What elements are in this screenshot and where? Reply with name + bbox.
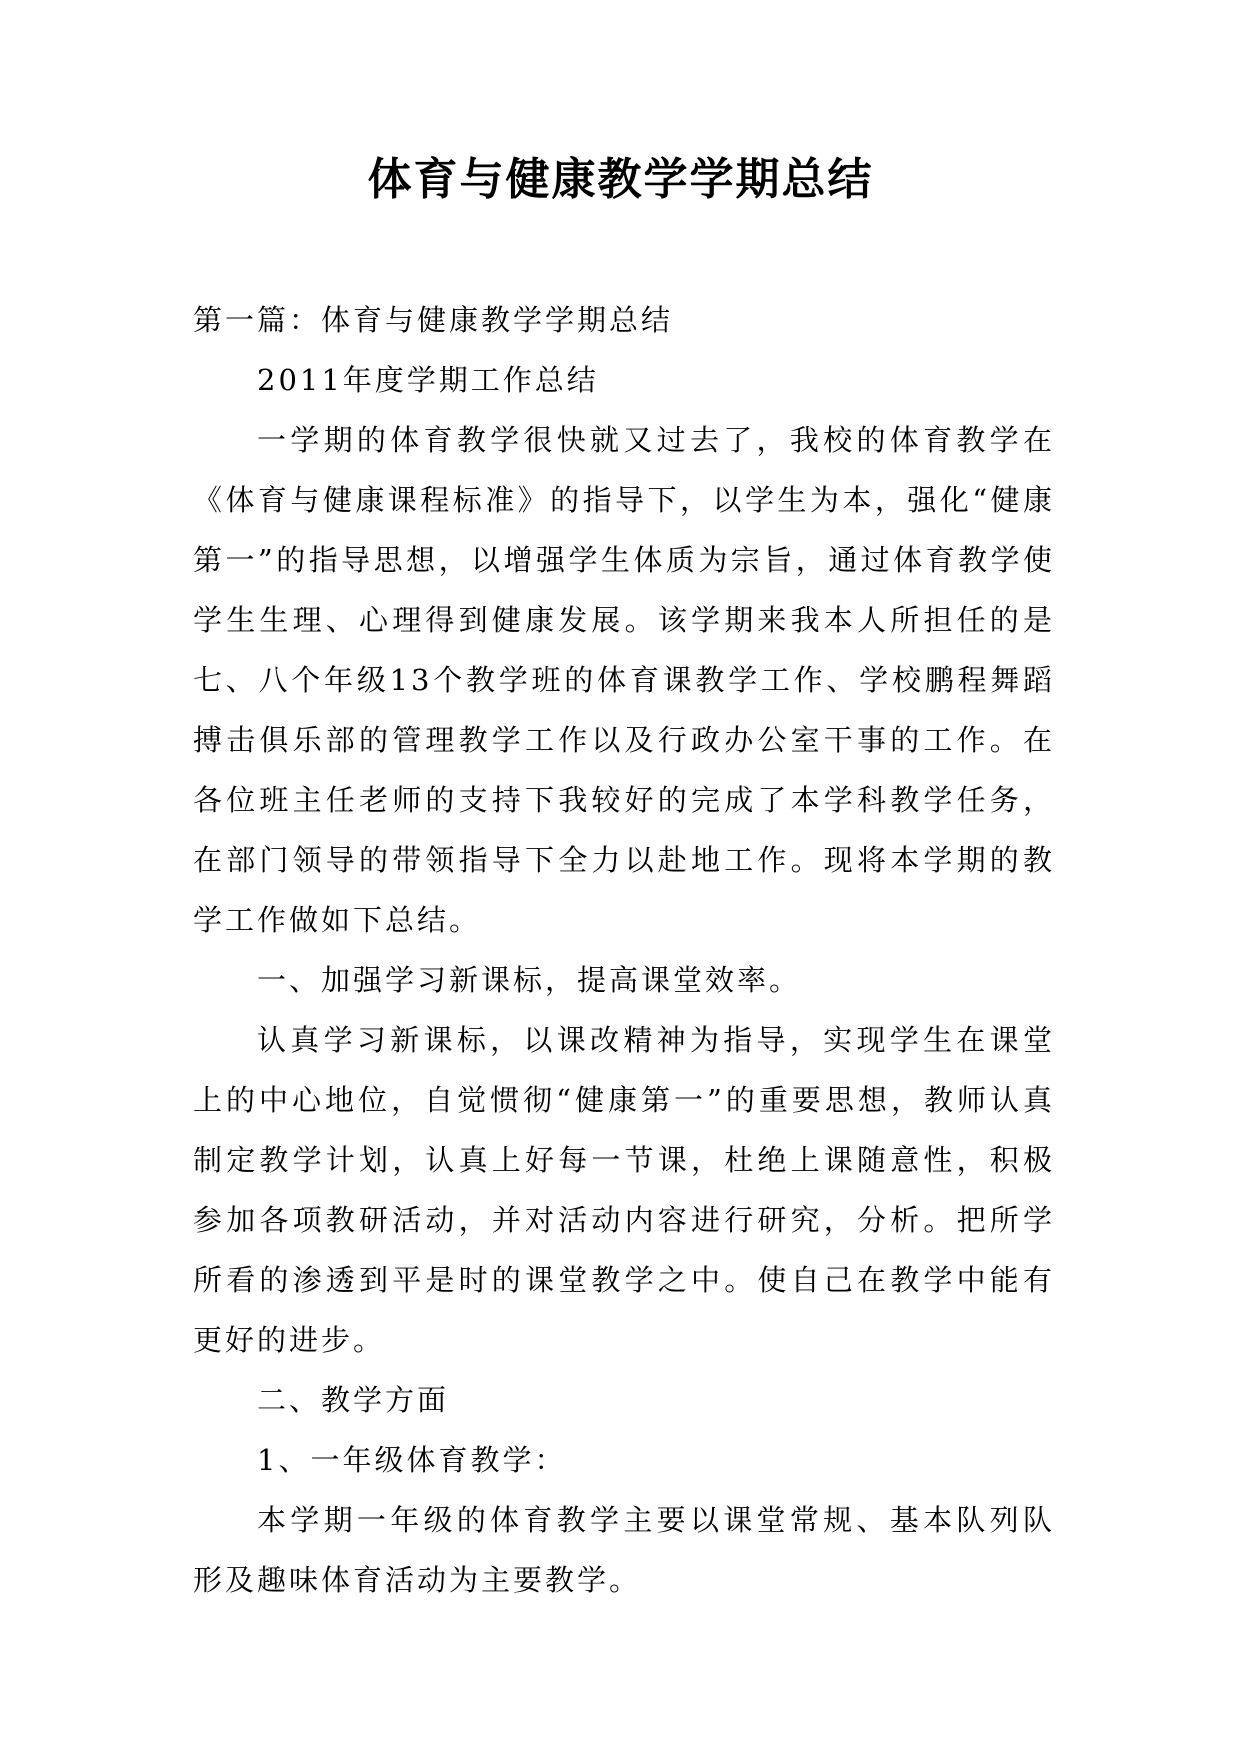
section-heading: 第一篇：体育与健康教学学期总结 xyxy=(193,303,674,337)
paragraph-grade-one-body: 本学期一年级的体育教学主要以课堂常规、基本队列队形及趣味体育活动为主要教学。 xyxy=(193,1503,1055,1597)
paragraph-section-one-heading: 一、加强学习新课标，提高课堂效率。 xyxy=(257,963,802,997)
paragraph-intro: 一学期的体育教学很快就又过去了，我校的体育教学在《体育与健康课程标准》的指导下，以学生为本，强化“健康第一”的指导思想，以增强学生体质为宗旨，通过体育教学使学生生理、心理得到健康发展。该学期来我本人所担任的是七、八个年级13个教学班的体育课教学工作、学校鹏程舞蹈搏击俱乐部的管理教学工作以及行政办公室干事的工作。在各位班主任老师的支持下我较好的完成了本学科教学任务，在部门领导的带领指导下全力以赴地工作。现将本学期的教学工作做如下总结。 xyxy=(193,423,1055,937)
section-subheading: 2011年度学期工作总结 xyxy=(257,363,599,397)
paragraph-section-one-body: 认真学习新课标，以课改精神为指导，实现学生在课堂上的中心地位，自觉惯彻“健康第一”的重要思想，教师认真制定教学计划，认真上好每一节课，杜绝上课随意性，积极参加各项教研活动，并对活动内容进行研究，分析。把所学所看的渗透到平是时的课堂教学之中。使自己在教学中能有更好的进步。 xyxy=(193,1023,1055,1357)
paragraph-grade-one-heading: 1、一年级体育教学： xyxy=(257,1443,567,1477)
paragraph-section-two-heading: 二、教学方面 xyxy=(257,1383,450,1417)
document-title: 体育与健康教学学期总结 xyxy=(367,154,874,205)
document-body xyxy=(193,290,1055,1610)
